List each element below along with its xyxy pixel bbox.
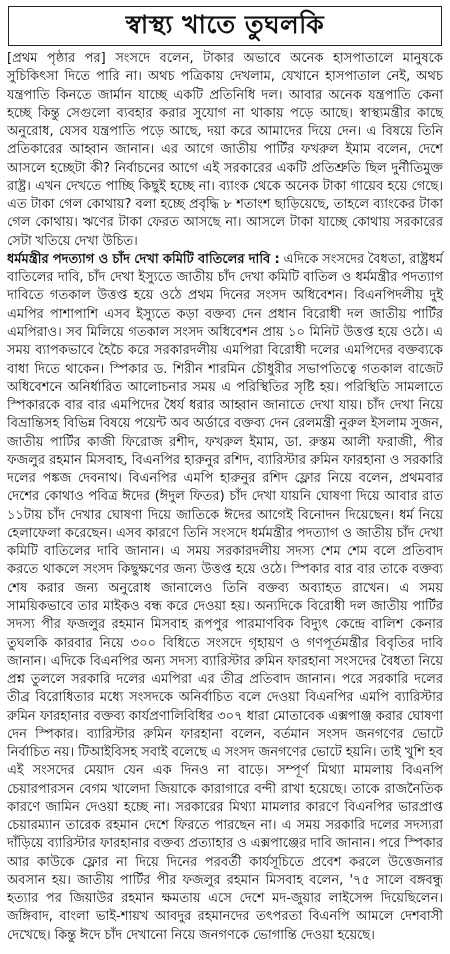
headline-box — [8, 6, 442, 46]
headline: স্বাস্থ্য খাতে তুঘলকি — [125, 9, 325, 39]
paragraph-2-text: এদিকে সংসদের বৈধতা, রাষ্ট্রধর্ম বাতিলের দাবি, চাঁদ দেখা ইস্যুতে জাতীয় চাঁদ দেখা কমিটি বাতিল ও ধর্মমন্ত্রীর পদত্যাগ দাবিতে গতকাল উত্তপ্ত হয়ে ওঠে প্রথম দিনের সংসদ অধিবেশন। বিএনপিদলীয় দুই এমপির পাশাপাশি এসব ইস্যুতে কড়া বক্তব্য দেন প্রধান বিরোধী দল জাতীয় পার্টির এমপিরাও। সব মিলিয়ে গতকাল সংসদ অধিবেশন প্রায় ১০ মিনিট উত্তপ্ত হয়ে ওঠে। এ সময় ব্যাপকভাবে হৈচৈ করে সরকারদলীয় এমপিরা বিরোধী দলের এমপিদের বক্তব্যকে বাধা দিতে থাকেন। স্পিকার ড. শিরীন শারমিন চৌধুরীর সভাপতিত্বে গতকাল বাজেট অধিবেশনে অনির্ধারিত আলোচনার সময় এ পরিস্থিতির সৃষ্টি হয়। পরিস্থিতি সামলাতে স্পিকারকে বার বার এমপিদের ধৈর্য ধরার আহ্বান জানাতে দেখা যায়। চাঁদ দেখা নিয়ে বিভ্রান্তিসহ বিভিন্ন বিষয়ে পয়েন্ট অব অর্ডারে বক্তব্য দেন রেলমন্ত্রী নুরুল ইসলাম সুজন, জাতীয় পার্টির কাজী ফিরোজ রশীদ, ফখরুল ইমাম, ডা. রুস্তম আলী ফরাজী, পীর ফজলুর রহমান মিসবাহ, বিএনপির হারুনুর রশিদ, ব্যারিস্টার রুমিন ফারহানা ও সরকারি দলের পঙ্কজ দেবনাথ। বিএনপির এমপি হারুনুর রশিদ ফ্লোর নিয়ে বলেন, প্রথমবার দেশের কোথাও পবিত্র ঈদের (ঈদুল ফিতর) চাঁদ দেখা যায়নি ঘোষণা দিয়ে আবার রাত ১১টায় চাঁদ দেখার ঘোষণা দিয়ে জাতিকে ঈদের আগেই বিনোদন দিয়েছেন। ধর্ম নিয়ে হেলাফেলা করেছেন। এসব কারণে তিনি সংসদে ধর্মমন্ত্রীর পদত্যাগ ও জাতীয় চাঁদ দেখা কমিটি বাতিলের দাবি জানান। এ সময় সরকারদলীয় সদস্য শেম শেম বলে প্রতিবাদ করতে থাকলে সংসদ কিছুক্ষণের জন্য উত্তপ্ত হয়ে ওঠে। স্পিকার বার বার তাকে বক্তব্য শেষ করার জন্য অনুরোধ জানালেও তিনি বক্তব্য অব্যাহত রাখেন। এ সময় সাময়িকভাবে তার মাইকও বন্ধ করে দেওয়া হয়। অন্যদিকে বিরোধী দল জাতীয় পার্টির সদস্য পীর ফজলুর রহমান মিসবাহ রূপপুর পারমাণবিক বিদ্যুৎ কেন্দ্রে বালিশ কেনার তুঘলকি কারবার নিয়ে ৩০০ বিধিতে সংসদে গৃহায়ণ ও গণপূর্তমন্ত্রীর বিবৃতির দাবি জানান। এদিকে বিএনপির অন্য সদস্য ব্যারিস্টার রুমিন ফারহানা সংসদের বৈধতা নিয়ে প্রশ্ন তুললে সরকারি দলের এমপিরা এর তীব্র প্রতিবাদ জানান। পরে সরকারি দলের তীব্র বিরোধিতার মধ্যে সংসদকে অনির্বাচিত বলে দেওয়া বিএনপির এমপি ব্যারিস্টার রুমিন ফারহানার বক্তব্য কার্যপ্রণালিবিধির ৩০৭ ধারা মোতাবেক এক্সপাঞ্জ করার ঘোষণা দেন স্পিকার। ব্যারিস্টার রুমিন ফারহানা বলেন, বর্তমান সংসদ জনগণের ভোটে নির্বাচিত নয়। টিআইবিসহ সবাই বলেছে এ সংসদ জনগণের ভোটে হয়নি। তাই খুশি হব এই সংসদের মেয়াদ যেন এক দিনও না বাড়ে। সম্পূর্ণ মিথ্যা মামলায় বিএনপি চেয়ারপারসন বেগম খালেদা জিয়াকে কারাগারে বন্দী রাখা হয়েছে। তাকে রাজনৈতিক কারণে জামিন দেওয়া হচ্ছে না। সরকারের মিথ্যা মামলার কারণে বিএনপির ভারপ্রাপ্ত চেয়ারম্যান তারেক রহমান দেশে ফিরতে পারছেন না। এ সময় সরকারি দলের সদস্যরা দাঁড়িয়ে ব্যারিস্টার ফারহানার বক্তব্য প্রত্যাহার ও এক্সপাঞ্জের দাবি জানান। পরে স্পিকার আর কাউকে ফ্লোর না দিয়ে দিনের পরবর্তী কার্যসূচিতে প্রবেশ করলে উত্তেজনার অবসান হয়। জাতীয় পার্টির পীর ফজলুর রহমান মিসবাহ বলেন, '৭৫ সালে বঙ্গবন্ধু হত্যার পর জিয়াউর রহমান ক্ষমতায় এসে দেশে মদ-জুয়ার লাইসেন্স দিয়েছিলেন। জঙ্গিবাদ, বাংলা ভাই-শায়খ আবদুর রহমানদের তৎপরতা বিএনপি আমলে দেশবাসী দেখেছে। কিন্তু ঈদে চাঁদ দেখানো নিয়ে জনগণকে ভোগান্তি দেওয়া হয়েছে। — [7, 251, 443, 943]
subheading: ধর্মমন্ত্রীর পদত্যাগ ও চাঁদ দেখা কমিটি বাতিলের দাবি : — [7, 251, 280, 267]
paragraph-1-text: সংসদে বলেন, টাকার অভাবে অনেক হাসপাতালে মানুষকে সুচিকিৎসা দিতে পারি না। অথচ পত্রিকায় দেখলাম, যেখানে হাসপাতাল নেই, অথচ যন্ত্রপাতি কিনতে জার্মান যাচ্ছে একটি প্রতিনিধি দল। আবার অনেক যন্ত্রপাতি কেনা হচ্ছে কিন্তু সেগুলো ব্যবহার করার সুযোগ না থাকায় পড়ে আছে। স্বাস্থ্যমন্ত্রীর কাছে অনুরোধ, যেসব যন্ত্রপাতি পড়ে আছে, দয়া করে আমাদের দিয়ে দেন। এ বিষয়ে তিনি প্রতিকারের আহ্বান জানান। এর আগে জাতীয় পার্টির ফখরুল ইমাম বলেন, দেশে আসলে হচ্ছেটা কী? নির্বাচনের আগে এই সরকারের একটি প্রতিশ্রুতি ছিল দুর্নীতিমুক্ত রাষ্ট্র। এখন দেখতে পাচ্ছি কিছুই হচ্ছে না। ব্যাংক থেকে অনেক টাকা গায়েব হয়ে গেছে। এত টাকা গেল কোথায়? বলা হচ্ছে প্রবৃদ্ধি ৮ শতাংশ ছাড়িয়েছে, তাহলে ব্যাংকের টাকা গেল কোথায়। ঋণের টাকা ফেরত আসছে না। আসলে টাকা যাচ্ছে কোথায় সরকারের সেটা খতিয়ে দেখা উচিত। — [7, 51, 443, 249]
article-body — [7, 50, 443, 945]
paragraph-2 — [7, 251, 443, 945]
continued-tag: [প্রথম পৃষ্ঠার পর] — [7, 51, 106, 66]
paragraph-1 — [7, 50, 443, 251]
